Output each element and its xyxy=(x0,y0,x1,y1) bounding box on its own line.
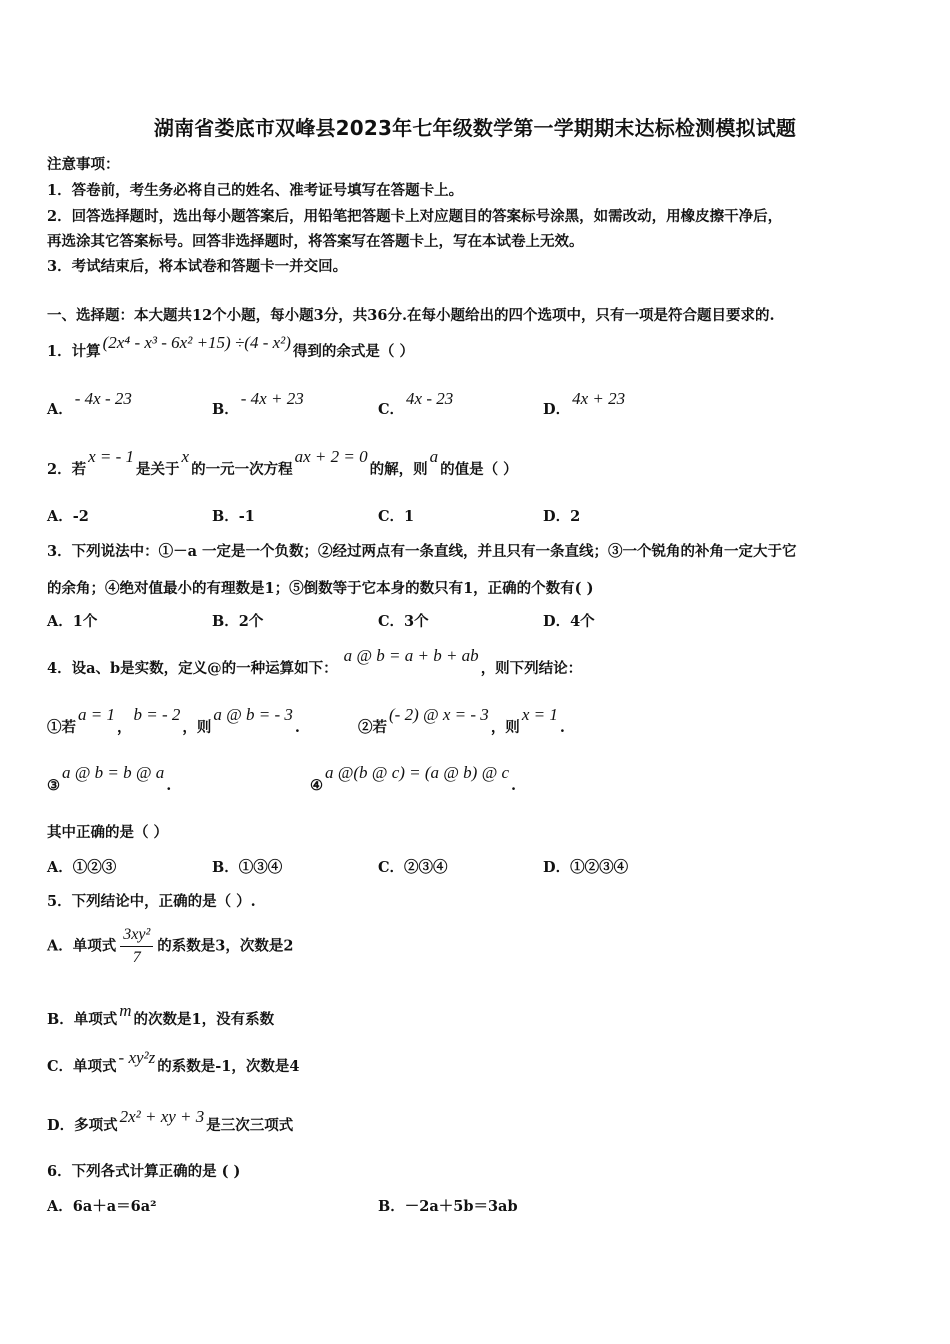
question-1 xyxy=(47,333,414,361)
q3-option-d: D．4个 xyxy=(543,613,595,630)
q1-option-c: C．4x - 23 xyxy=(378,389,454,418)
q5-fraction: $\frac{\text{3xy²}}{7}$ xyxy=(120,926,153,967)
q2-math-equation: ax + 2 = 0 xyxy=(294,447,368,466)
notice-item: 2．回答选择题时，选出每小题答案后，用铅笔把答题卡上对应题目的答案标号涂黑，如需改动，用橡皮擦干净后， xyxy=(47,208,783,225)
q1-option-b: B．- 4x + 23 xyxy=(212,389,304,418)
q2-math-x: x xyxy=(181,447,190,466)
q5-option-d: D．多项式 2x² + xy + 3 是三次三项式 xyxy=(47,1107,294,1134)
q4-conclusion-1: ①若a = 1，b = - 2，则a @ b = - 3. xyxy=(47,705,300,736)
question-3-line-1: 3．下列说法中：①－a 一定是一个负数；②经过两点有一条直线，并且只有一条直线；③一个锐角的补角一定大于它 xyxy=(47,543,797,560)
q5-option-c: C．单项式 - xy²z 的系数是-1，次数是4 xyxy=(47,1048,300,1075)
q2-math-a: a xyxy=(429,447,439,466)
q3-option-c: C．3个 xyxy=(378,613,429,630)
q2-math-x-value: x = - 1 xyxy=(88,447,135,466)
q5-option-b: B．单项式 m 的次数是1，没有系数 xyxy=(47,1001,275,1028)
q4-definition: a @ b = a + b + ab xyxy=(343,646,479,665)
q2-option-a: A．-2 xyxy=(47,508,89,525)
q1-prefix: 1．计算 xyxy=(47,343,101,360)
notice-item: 3．考试结束后，将本试卷和答题卡一并交回。 xyxy=(47,258,348,275)
q1-option-a: A．- 4x - 23 xyxy=(47,389,132,418)
q5-option-a: A．单项式 $\frac{\text{3xy²}}{7}$ 的系数是3，次数是2 xyxy=(47,926,294,966)
q1-option-d: D．4x + 23 xyxy=(543,389,626,418)
q2-option-b: B．-1 xyxy=(212,508,255,525)
section-heading: 一、选择题：本大题共12个小题，每小题3分，共36分.在每小题给出的四个选项中，只有一项是符合题目要求的. xyxy=(47,307,775,324)
q4-conclusion-3: ③a @ b = b @ a. xyxy=(47,763,172,794)
page-title: 湖南省娄底市双峰县2023年七年级数学第一学期期末达标检测模拟试题 xyxy=(153,116,797,140)
question-4: 4．设a、b是实数，定义@的一种运算如下：a @ b = a + b + ab，则下列结论： xyxy=(47,646,583,677)
q3-option-b: B．2个 xyxy=(212,613,264,630)
q4-option-c: C．②③④ xyxy=(378,859,448,876)
q2-option-d: D．2 xyxy=(543,508,581,525)
q4-question: 其中正确的是（ ） xyxy=(47,824,169,841)
question-6: 6．下列各式计算正确的是 ( ) xyxy=(47,1163,241,1180)
q1-suffix: 得到的余式是（ ） xyxy=(292,343,414,360)
q3-option-a: A．1个 xyxy=(47,613,98,630)
question-2: 2．若x = - 1是关于x的一元一次方程ax + 2 = 0的解，则a的值是（ ） xyxy=(47,447,518,478)
notice-item: 1．答卷前，考生务必将自己的姓名、准考证号填写在答题卡上。 xyxy=(47,182,464,199)
q4-conclusion-4: ④a @(b @ c) = (a @ b) @ c. xyxy=(310,763,517,794)
q2-option-c: C．1 xyxy=(378,508,415,525)
q4-conclusion-2: ②若(- 2) @ x = - 3，则x = 1. xyxy=(358,705,565,736)
q4-option-b: B．①③④ xyxy=(212,859,283,876)
notice-item: 再选涂其它答案标号。回答非选择题时，将答案写在答题卡上，写在本试卷上无效。 xyxy=(47,233,584,250)
q4-option-a: A．①②③ xyxy=(47,859,117,876)
q6-option-a: A．6a＋a＝6a² xyxy=(47,1198,157,1215)
q1-expression: (2x⁴ - x³ - 6x² +15) ÷(4 - x²) xyxy=(102,333,291,352)
q4-option-d: D．①②③④ xyxy=(543,859,629,876)
q6-option-b: B．－2a＋5b＝3ab xyxy=(378,1198,518,1215)
notice-heading: 注意事项： xyxy=(47,156,120,173)
question-3-line-2: 的余角；④绝对值最小的有理数是1；⑤倒数等于它本身的数只有1，正确的个数有( ) xyxy=(47,580,594,597)
question-5: 5．下列结论中，正确的是（ ）. xyxy=(47,893,256,910)
